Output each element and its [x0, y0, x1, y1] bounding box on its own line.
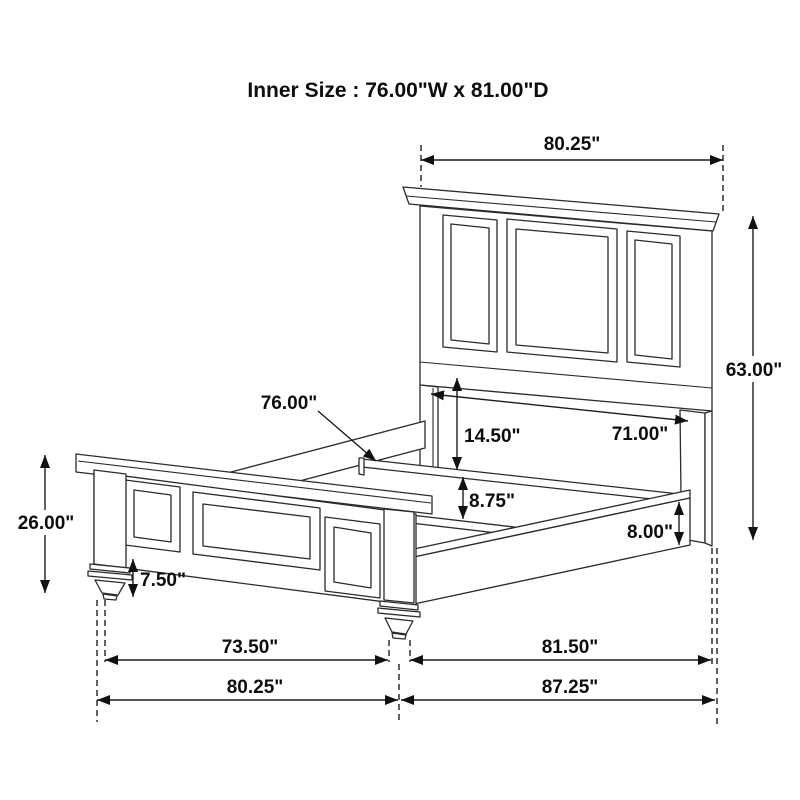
- center-slat-end-cap: [359, 458, 364, 475]
- dim-footboard-inner-width-label: 73.50": [221, 637, 279, 658]
- dim-headboard-inner-width-label: 71.00": [611, 424, 669, 445]
- dim-panel-to-slat-label: 14.50": [464, 426, 521, 447]
- dim-footboard-height-label: 26.00": [17, 513, 75, 534]
- headboard-panel-center-inner: [516, 229, 608, 353]
- dim-footboard-inner-width: [105, 637, 388, 660]
- footboard-post-left: [94, 470, 126, 568]
- dim-overall-depth-label: 87.25": [541, 677, 599, 698]
- dim-footboard-width-label: 80.25": [226, 677, 284, 698]
- dim-headboard-width: [421, 134, 723, 160]
- dim-side-rail-length: [410, 637, 711, 660]
- dim-footboard-height: [9, 455, 82, 593]
- footboard: [76, 454, 432, 639]
- headboard-panel-right-inner: [635, 240, 672, 359]
- headboard-leg-right-side: [705, 411, 712, 546]
- footboard-foot-left: [88, 564, 132, 600]
- near-side-rail: [400, 498, 690, 607]
- dim-overall-depth: [401, 677, 715, 700]
- footboard-panel-left-inner: [134, 490, 171, 542]
- dim-headboard-height: [716, 216, 792, 540]
- dim-side-rail-length-label: 81.50": [541, 637, 599, 658]
- dim-foot-height-label: 7.50": [140, 570, 186, 591]
- headboard: [403, 187, 719, 546]
- footboard-foot-right: [378, 601, 420, 639]
- dim-footboard-width: [97, 677, 398, 700]
- dim-slat-width-label: 76.00": [260, 393, 318, 414]
- headboard-panel-left-inner: [451, 224, 489, 344]
- footboard-post-right: [384, 509, 414, 603]
- dim-side-rail-height-label: 8.00": [627, 522, 673, 543]
- dim-slat-to-rail-label: 8.75": [469, 491, 515, 512]
- inner-size-title: Inner Size : 76.00"W x 81.00"D: [247, 79, 549, 102]
- footboard-panel-right-inner: [334, 527, 371, 588]
- dim-headboard-width-label: 80.25": [543, 134, 601, 155]
- dim-headboard-height-label: 63.00": [725, 360, 783, 381]
